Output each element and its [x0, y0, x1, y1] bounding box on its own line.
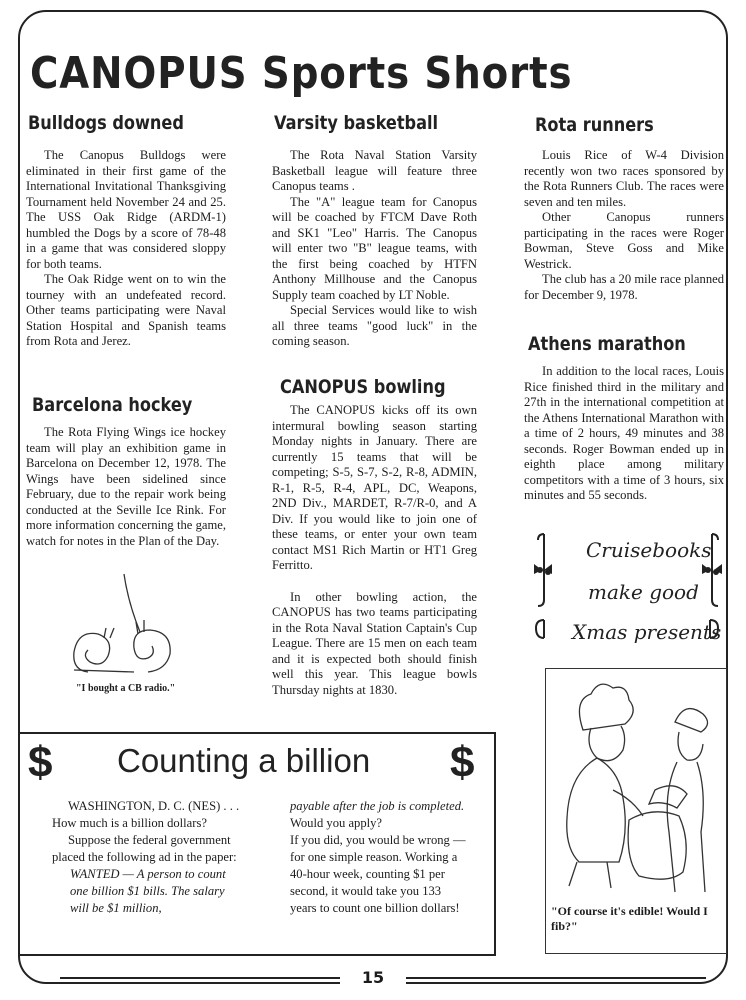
- billion-paragraph-1: WASHINGTON, D. C. (NES) . . . How much is a billion dollars?: [52, 799, 240, 830]
- snail-cartoon-caption: "I bought a CB radio.": [76, 683, 176, 694]
- varsity-paragraph-1: The Rota Naval Station Varsity Basketball league will feature three Canopus teams .: [272, 148, 477, 193]
- billion-ad-text: WANTED — A person to count one billion $1 bills. The salary will be $1 million,: [70, 867, 226, 915]
- athens-paragraph-1: In addition to the local races, Louis Rice finished third in the military and 27th in the international competition at the Athens International Marathon with a time of 2 hours, 49 minutes and 38 seconds. Roger Bowman ended up in eighth place among military competitors with a time of 3 hours, six minutes and 55 seconds.: [524, 364, 724, 502]
- dollar-sign-right-icon: $: [450, 738, 475, 787]
- masthead-title: CANOPUS Sports Shorts: [30, 48, 573, 99]
- rota-paragraph-1: Louis Rice of W-4 Division recently won two races sponsored by the Rota Runners Club. The races were seven and ten miles.: [524, 148, 724, 209]
- rota-article: [524, 148, 724, 303]
- cruisebooks-line-1: Cruisebooks: [586, 538, 712, 562]
- barcelona-article: [26, 425, 226, 549]
- rota-headline: Rota runners: [535, 114, 654, 136]
- bowling-paragraph-1: The CANOPUS kicks off its own intermural bowling season starting Monday nights in January. There are currently 15 teams that will be competing; S-5, S-7, S-2, R-8, ADMIN, R-1, R-5, R-4, APL, DC, Weapons, 2ND Div., MARDET, R-7/R-0, and A Div. If you would like to join one of these teams, or enter your own team contact MS1 Rich Martin or HT1 Greg Ferritto.: [272, 403, 477, 572]
- varsity-paragraph-3: Special Services would like to wish all three teams "good luck" in the coming season.: [272, 303, 477, 348]
- barcelona-headline: Barcelona hockey: [32, 394, 193, 416]
- bowling-headline: CANOPUS bowling: [280, 376, 446, 398]
- varsity-headline: Varsity basketball: [274, 112, 439, 134]
- billion-left-column: [52, 798, 242, 917]
- rota-paragraph-2: Other Canopus runners participating in the races were Roger Bowman, Steve Goss and Mike Westrick.: [524, 210, 724, 271]
- athens-headline: Athens marathon: [528, 333, 686, 355]
- snail-cartoon-illustration: [60, 572, 190, 682]
- barcelona-paragraph-1: The Rota Flying Wings ice hockey team will play an exhibition game in Barcelona on December 12, 1978. The Wings have been sidelined since February, due to the repair work being conducted at the Seville Ice Rink. For more information concerning the game, watch for notes in the Plan of the Day.: [26, 425, 226, 548]
- varsity-paragraph-2: The "A" league team for Canopus will be coached by FTCM Dave Roth and SK1 "Leo" Harris. The Canopus will enter two "B" league teams, with the first being coached by HTFN Anthony Millhouse and the Canopus Supply team coached by LT Noble.: [272, 194, 477, 302]
- cruisebooks-ad: [530, 528, 726, 648]
- billion-ad-text-continued: payable after the job is completed.: [290, 799, 465, 813]
- chef-cartoon-caption: "Of course it's edible! Would I fib?": [551, 904, 708, 933]
- footer-rule-left: [60, 977, 340, 979]
- billion-paragraph-2: Suppose the federal government placed the following ad in the paper:: [52, 833, 237, 864]
- rota-paragraph-3: The club has a 20 mile race planned for December 9, 1978.: [524, 272, 724, 302]
- billion-right-column: [290, 798, 470, 917]
- bowling-paragraph-2: In other bowling action, the CANOPUS has two teams participating in the Rota Naval Station Captain's Cup League. There are 15 men on each team and it is expected both should finish well this year. This league bowls Thursday nights at 1830.: [272, 589, 477, 697]
- billion-headline: Counting a billion: [117, 742, 371, 779]
- athens-article: [524, 364, 724, 504]
- billion-paragraph-4: If you did, you would be wrong — for one simple reason. Working a 40-hour week, counting $1 per second, it would take you 133 years to count one billion dollars!: [290, 833, 466, 915]
- billion-paragraph-3: Would you apply?: [290, 816, 383, 830]
- bulldogs-headline: Bulldogs downed: [28, 112, 184, 134]
- bowling-article: [272, 403, 477, 698]
- cruisebooks-line-3: Xmas presents: [572, 620, 722, 644]
- dollar-sign-left-icon: $: [28, 738, 53, 787]
- bulldogs-article: [26, 148, 226, 350]
- footer-rule-right: [406, 977, 706, 979]
- chef-cartoon-illustration: [547, 670, 725, 900]
- bulldogs-paragraph-2: The Oak Ridge went on to win the tourney with an undefeated record. Other teams participating were Naval Station Hospital and Spanish teams from Rota and Jerez.: [26, 272, 226, 348]
- cruisebooks-line-2: make good: [588, 580, 699, 604]
- varsity-article: [272, 148, 477, 350]
- bulldogs-paragraph-1: The Canopus Bulldogs were eliminated in their first game of the International Invitational Thanksgiving Tournament held November 24 and 25. The USS Oak Ridge (ARDM-1) humbled the Dogs by a score of 78-48 in a game that was considered sloppy for both teams.: [26, 148, 226, 271]
- page-number: 15: [340, 968, 406, 987]
